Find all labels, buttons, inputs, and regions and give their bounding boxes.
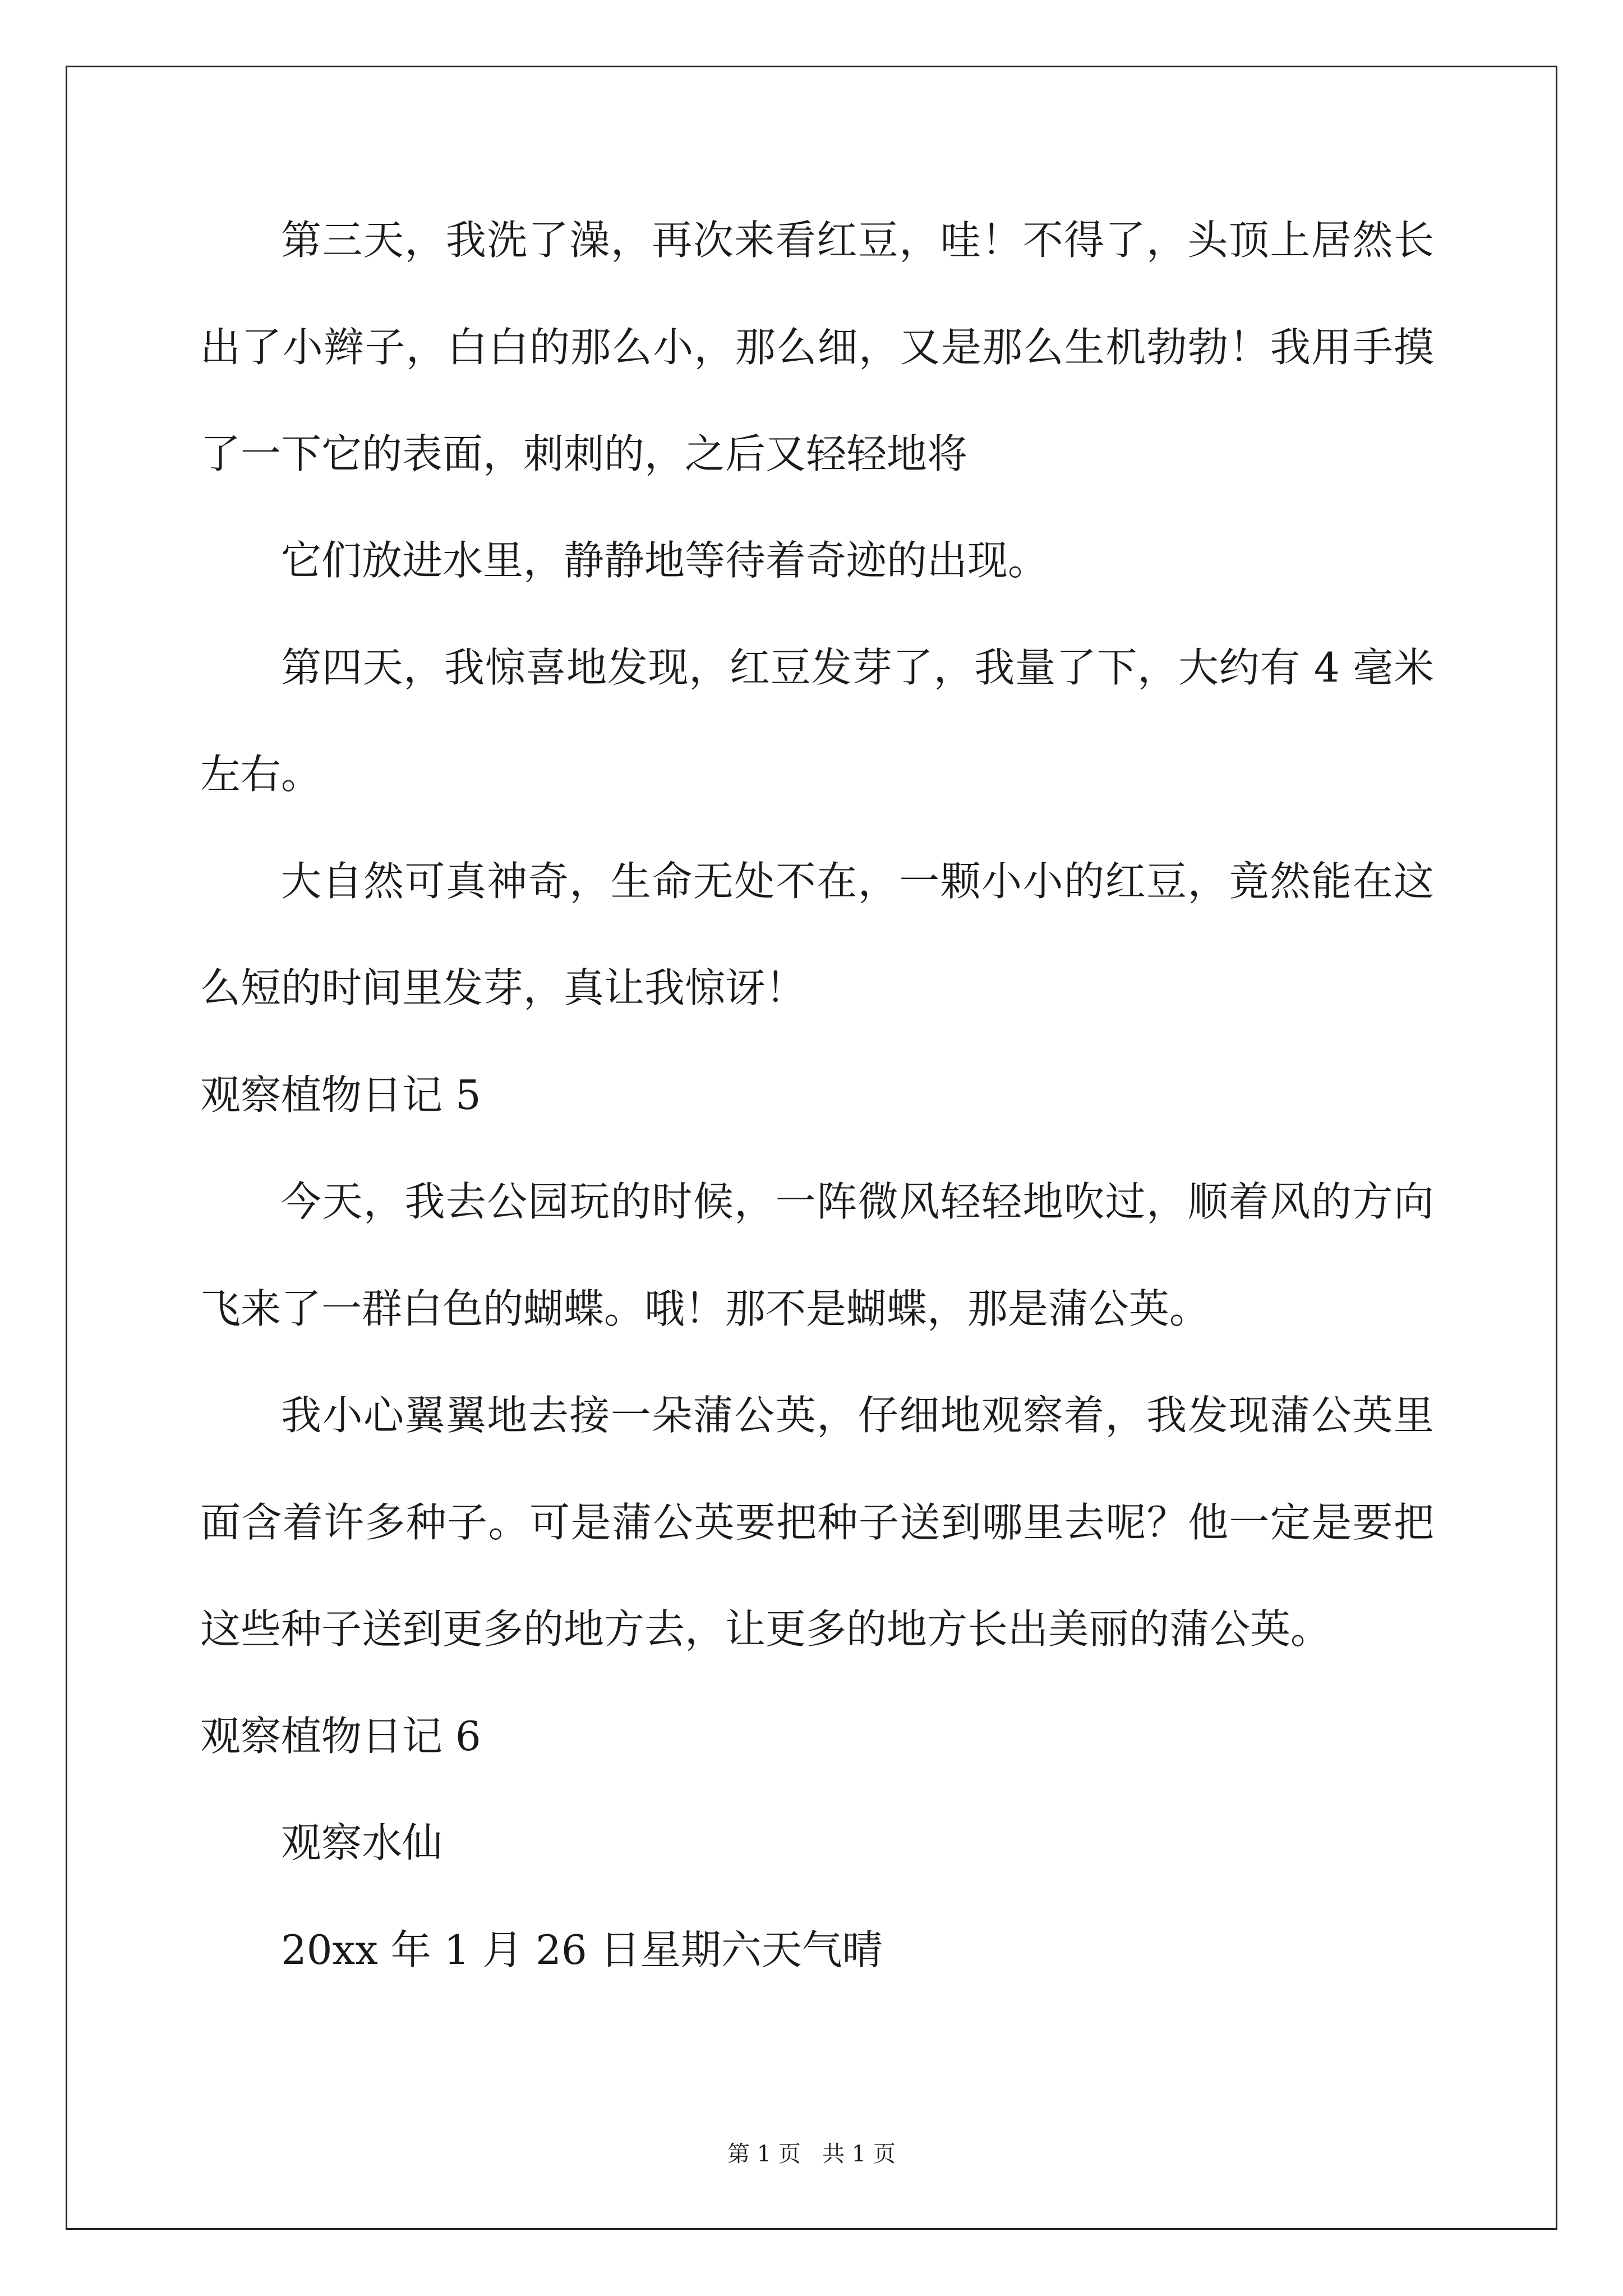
page-border [66,66,1557,2230]
paragraph-line: 大自然可真神奇，生命无处不在，一颗小小的红豆，竟然能在这 [281,858,1434,905]
paragraph-line: 它们放进水里，静静地等待着奇迹的出现。 [281,537,1049,584]
paragraph-line: 了一下它的表面，刺刺的，之后又轻轻地将 [200,430,968,477]
diary-title: 观察水仙 [281,1819,443,1866]
diary-date: 20xx 年 1 月 26 日星期六天气晴 [281,1926,883,1973]
section-heading: 观察植物日记 6 [200,1713,481,1760]
paragraph-line: 这些种子送到更多的地方去，让更多的地方长出美丽的蒲公英。 [200,1605,1331,1653]
section-heading: 观察植物日记 5 [200,1071,481,1119]
paragraph-line: 第四天，我惊喜地发现，红豆发芽了，我量了下，大约有 4 毫米 [281,644,1434,691]
paragraph-line: 今天，我去公园玩的时候，一阵微风轻轻地吹过，顺着风的方向 [281,1178,1434,1225]
paragraph-line: 左右。 [200,751,322,798]
paragraph-line: 飞来了一群白色的蝴蝶。哦！那不是蝴蝶，那是蒲公英。 [200,1285,1210,1332]
paragraph-line: 出了小辫子，白白的那么小，那么细，又是那么生机勃勃！我用手摸 [200,324,1434,371]
page-footer: 第 1 页 共 1 页 [727,2141,896,2167]
paragraph-line: 第三天，我洗了澡，再次来看红豆，哇！不得了，头顶上居然长 [281,217,1434,264]
paragraph-line: 我小心翼翼地去接一朵蒲公英，仔细地观察着，我发现蒲公英里 [281,1392,1434,1439]
paragraph-line: 面含着许多种子。可是蒲公英要把种子送到哪里去呢？他一定是要把 [200,1499,1434,1546]
paragraph-line: 么短的时间里发芽，真让我惊讶！ [200,964,806,1011]
